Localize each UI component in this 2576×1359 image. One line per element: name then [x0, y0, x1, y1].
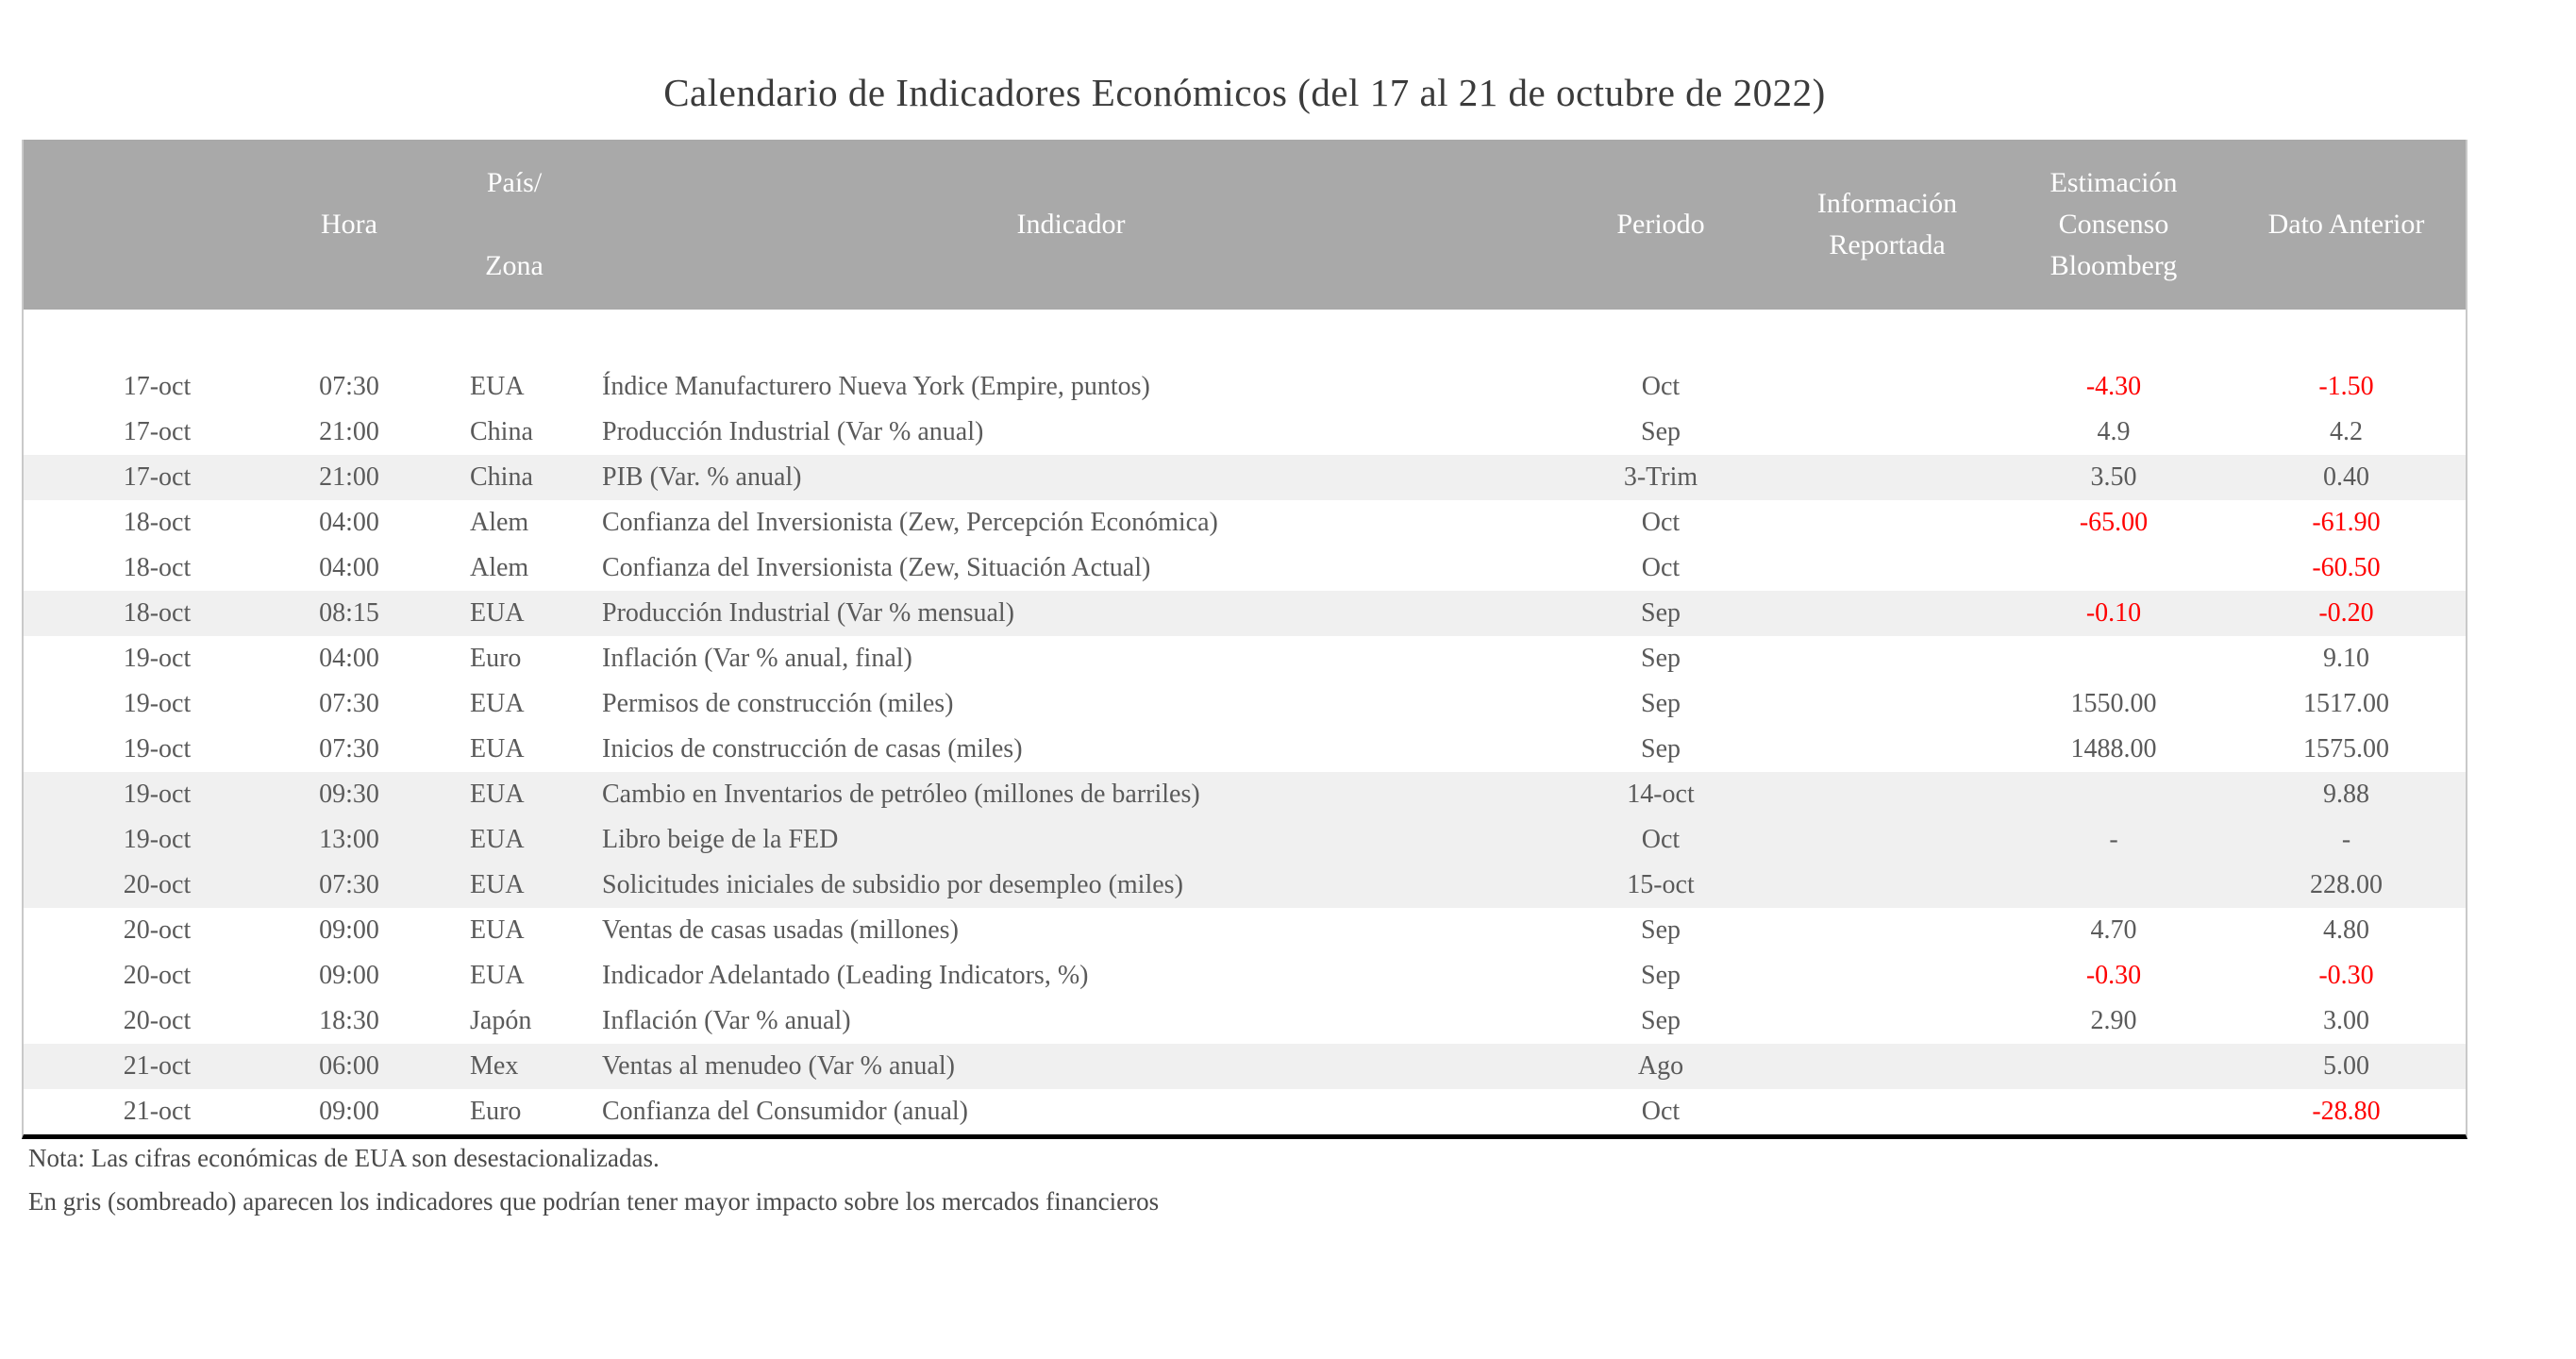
cell-indicador: Ventas de casas usadas (millones) — [602, 915, 959, 945]
cell-periodo: Oct — [1641, 825, 1681, 854]
table-header-row — [24, 140, 2466, 310]
header-line: Hora — [321, 209, 377, 240]
cell-indicador: Inicios de construcción de casas (miles) — [602, 734, 1023, 763]
cell-fecha: 18-oct — [123, 598, 192, 628]
header-cell-anterior — [2227, 140, 2466, 310]
cell-indicador: Libro beige de la FED — [602, 825, 839, 854]
cell-zona: Japón — [470, 1006, 532, 1035]
cell-zona: EUA — [470, 915, 525, 945]
cell-periodo: 3-Trim — [1623, 462, 1698, 492]
cell-info — [1774, 953, 2000, 998]
cell-estimacion: -4.30 — [2085, 372, 2142, 401]
cell-fecha: 19-oct — [123, 825, 192, 854]
header-line: Zona — [485, 250, 544, 281]
footnote-seasonality: Nota: Las cifras económicas de EUA son desestacionalizadas. — [28, 1144, 660, 1172]
cell-zona: EUA — [470, 870, 525, 899]
cell-hora: 21:00 — [319, 417, 379, 446]
cell-hora: 04:00 — [319, 644, 379, 673]
cell-info — [1774, 455, 2000, 500]
cell-fecha: 17-oct — [123, 462, 192, 492]
cell-anterior: 4.80 — [2323, 915, 2369, 945]
cell-anterior: -60.50 — [2312, 553, 2381, 582]
table-row-highlighted — [24, 591, 2466, 636]
cell-indicador: PIB (Var. % anual) — [602, 462, 802, 492]
cell-hora: 07:30 — [319, 734, 379, 763]
cell-periodo: 15-oct — [1627, 870, 1695, 899]
cell-info — [1774, 772, 2000, 817]
header-line: Periodo — [1616, 209, 1705, 240]
cell-zona: EUA — [470, 734, 525, 763]
cell-anterior: -1.50 — [2318, 372, 2374, 401]
cell-zona: EUA — [470, 961, 525, 990]
cell-fecha: 21-oct — [123, 1097, 192, 1126]
cell-indicador: Permisos de construcción (miles) — [602, 689, 954, 718]
cell-periodo: Sep — [1641, 417, 1681, 446]
cell-hora: 09:00 — [319, 961, 379, 990]
header-line: Reportada — [1829, 229, 1946, 260]
header-line: Estimación — [2049, 167, 2178, 198]
header-cell-indicador — [594, 140, 1547, 310]
header-body-gap — [24, 310, 2466, 364]
cell-estimacion: 3.50 — [2090, 462, 2137, 492]
cell-estimacion: -0.10 — [2085, 598, 2142, 628]
indicators-table — [22, 140, 2467, 1139]
cell-info — [1774, 500, 2000, 545]
cell-info — [1774, 1044, 2000, 1089]
cell-indicador: Inflación (Var % anual, final) — [602, 644, 912, 673]
cell-periodo: Sep — [1641, 734, 1681, 763]
cell-info — [1774, 636, 2000, 681]
cell-zona: EUA — [470, 598, 525, 628]
cell-info — [1774, 591, 2000, 636]
cell-info — [1774, 681, 2000, 727]
cell-fecha: 20-oct — [123, 1006, 192, 1035]
table-row-highlighted — [24, 817, 2466, 863]
cell-zona: China — [470, 462, 533, 492]
cell-zona: EUA — [470, 780, 525, 809]
cell-periodo: Oct — [1641, 553, 1681, 582]
header-cell-estimacion — [2000, 140, 2227, 310]
header-cell-info — [1774, 140, 2000, 310]
cell-info — [1774, 908, 2000, 953]
cell-indicador: Confianza del Inversionista (Zew, Percepción Económica) — [602, 508, 1218, 537]
cell-fecha: 17-oct — [123, 372, 192, 401]
cell-hora: 18:30 — [319, 1006, 379, 1035]
header-line: Consenso — [2058, 209, 2169, 240]
table-row — [24, 998, 2466, 1044]
table-row — [24, 953, 2466, 998]
cell-fecha: 20-oct — [123, 870, 192, 899]
cell-fecha: 19-oct — [123, 734, 192, 763]
cell-fecha: 20-oct — [123, 961, 192, 990]
cell-indicador: Confianza del Consumidor (anual) — [602, 1097, 969, 1126]
cell-indicador: Solicitudes iniciales de subsidio por desempleo (miles) — [602, 870, 1183, 899]
cell-anterior: -28.80 — [2312, 1097, 2381, 1126]
header-line: Indicador — [1016, 209, 1126, 240]
cell-estimacion: 2.90 — [2090, 1006, 2137, 1035]
cell-hora: 07:30 — [319, 870, 379, 899]
cell-info — [1774, 410, 2000, 455]
cell-hora: 09:00 — [319, 915, 379, 945]
cell-hora: 04:00 — [319, 508, 379, 537]
cell-anterior: -0.30 — [2318, 961, 2374, 990]
cell-estimacion: 4.9 — [2097, 417, 2131, 446]
cell-anterior: 9.10 — [2323, 644, 2369, 673]
cell-periodo: Oct — [1641, 1097, 1681, 1126]
cell-anterior: 3.00 — [2323, 1006, 2369, 1035]
cell-periodo: Sep — [1641, 961, 1681, 990]
cell-periodo: Ago — [1637, 1051, 1684, 1081]
header-line: Información — [1816, 188, 1958, 219]
cell-zona: China — [470, 417, 533, 446]
header-line: Bloomberg — [2049, 250, 2178, 281]
cell-anterior: 1517.00 — [2303, 689, 2389, 718]
cell-estimacion: 1488.00 — [2070, 734, 2157, 763]
cell-indicador: Producción Industrial (Var % anual) — [602, 417, 984, 446]
table-row — [24, 545, 2466, 591]
cell-periodo: Sep — [1641, 689, 1681, 718]
cell-zona: Alem — [470, 508, 529, 537]
table-row-highlighted — [24, 863, 2466, 908]
cell-periodo: Sep — [1641, 915, 1681, 945]
cell-hora: 09:00 — [319, 1097, 379, 1126]
cell-zona: EUA — [470, 372, 525, 401]
cell-zona: EUA — [470, 689, 525, 718]
cell-indicador: Índice Manufacturero Nueva York (Empire, puntos) — [602, 372, 1150, 401]
cell-indicador: Inflación (Var % anual) — [602, 1006, 851, 1035]
cell-zona: Euro — [470, 644, 522, 673]
cell-periodo: Sep — [1641, 598, 1681, 628]
cell-anterior: 5.00 — [2323, 1051, 2369, 1081]
cell-periodo: Oct — [1641, 372, 1681, 401]
cell-fecha: 18-oct — [123, 553, 192, 582]
table-row — [24, 908, 2466, 953]
cell-anterior: - — [2341, 825, 2351, 854]
cell-indicador: Cambio en Inventarios de petróleo (millones de barriles) — [602, 780, 1200, 809]
cell-periodo: Sep — [1641, 644, 1681, 673]
cell-indicador: Producción Industrial (Var % mensual) — [602, 598, 1014, 628]
table-row — [24, 727, 2466, 772]
cell-hora: 13:00 — [319, 825, 379, 854]
cell-estimacion — [2000, 863, 2227, 908]
table-row-highlighted — [24, 1044, 2466, 1089]
cell-estimacion: -65.00 — [2079, 508, 2149, 537]
cell-estimacion: 4.70 — [2090, 915, 2137, 945]
table-row — [24, 636, 2466, 681]
cell-zona: Alem — [470, 553, 529, 582]
table-body — [24, 364, 2466, 1134]
table-row — [24, 1089, 2466, 1134]
cell-hora: 07:30 — [319, 689, 379, 718]
cell-fecha: 21-oct — [123, 1051, 192, 1081]
header-cell-fecha — [24, 140, 264, 310]
cell-estimacion — [2000, 545, 2227, 591]
cell-periodo: Oct — [1641, 508, 1681, 537]
cell-hora: 21:00 — [319, 462, 379, 492]
cell-estimacion — [2000, 772, 2227, 817]
cell-estimacion: -0.30 — [2085, 961, 2142, 990]
cell-info — [1774, 998, 2000, 1044]
table-row — [24, 500, 2466, 545]
cell-fecha: 19-oct — [123, 644, 192, 673]
cell-info — [1774, 817, 2000, 863]
header-cell-hora — [264, 140, 434, 310]
table-row — [24, 410, 2466, 455]
header-cell-periodo — [1547, 140, 1774, 310]
cell-fecha: 20-oct — [123, 915, 192, 945]
cell-fecha: 19-oct — [123, 689, 192, 718]
cell-estimacion: 1550.00 — [2070, 689, 2157, 718]
cell-anterior: -61.90 — [2312, 508, 2381, 537]
cell-info — [1774, 863, 2000, 908]
footnote-shading: En gris (sombreado) aparecen los indicadores que podrían tener mayor impacto sobre los mercados financieros — [28, 1187, 1160, 1216]
cell-anterior: 0.40 — [2323, 462, 2369, 492]
table-row-highlighted — [24, 455, 2466, 500]
cell-anterior: 9.88 — [2323, 780, 2369, 809]
cell-hora: 07:30 — [319, 372, 379, 401]
cell-hora: 04:00 — [319, 553, 379, 582]
cell-hora: 08:15 — [319, 598, 379, 628]
cell-estimacion — [2000, 1044, 2227, 1089]
cell-anterior: -0.20 — [2318, 598, 2374, 628]
cell-estimacion — [2000, 636, 2227, 681]
cell-anterior: 4.2 — [2330, 417, 2363, 446]
cell-zona: Mex — [470, 1051, 519, 1081]
cell-periodo: 14-oct — [1627, 780, 1695, 809]
cell-info — [1774, 727, 2000, 772]
cell-periodo: Sep — [1641, 1006, 1681, 1035]
cell-estimacion: - — [2109, 825, 2118, 854]
cell-anterior: 228.00 — [2310, 870, 2383, 899]
header-cell-zona — [434, 140, 594, 310]
table-row — [24, 364, 2466, 410]
header-line: Dato Anterior — [2267, 209, 2425, 240]
cell-zona: EUA — [470, 825, 525, 854]
cell-fecha: 18-oct — [123, 508, 192, 537]
cell-info — [1774, 1089, 2000, 1134]
page-title: Calendario de Indicadores Económicos (del 17 al 21 de octubre de 2022) — [663, 71, 1826, 114]
table-row-highlighted — [24, 772, 2466, 817]
cell-info — [1774, 545, 2000, 591]
table-row — [24, 681, 2466, 727]
cell-indicador: Ventas al menudeo (Var % anual) — [602, 1051, 955, 1081]
cell-fecha: 19-oct — [123, 780, 192, 809]
cell-hora: 06:00 — [319, 1051, 379, 1081]
cell-indicador: Indicador Adelantado (Leading Indicators, %) — [602, 961, 1089, 990]
cell-estimacion — [2000, 1089, 2227, 1134]
cell-zona: Euro — [470, 1097, 522, 1126]
header-line: País/ — [486, 167, 543, 198]
cell-info — [1774, 364, 2000, 410]
cell-indicador: Confianza del Inversionista (Zew, Situación Actual) — [602, 553, 1151, 582]
cell-anterior: 1575.00 — [2303, 734, 2389, 763]
cell-hora: 09:30 — [319, 780, 379, 809]
cell-fecha: 17-oct — [123, 417, 192, 446]
